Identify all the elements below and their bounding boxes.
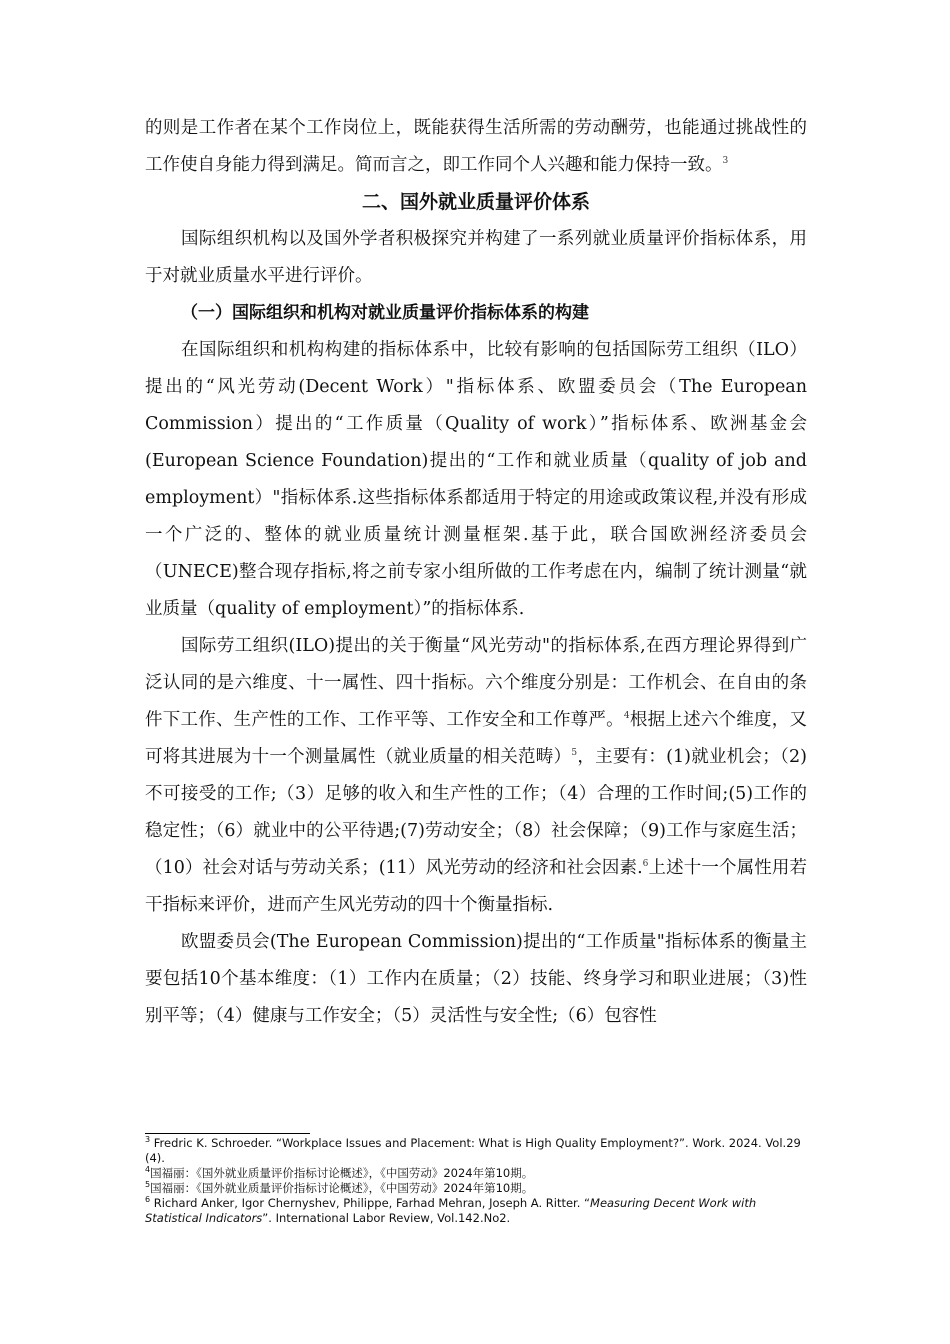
footnote-text: Richard Anker, Igor Chernyshev, Philippe, Farhad Mehran, Joseph A. Ritter. “ bbox=[153, 1196, 591, 1210]
footnote-ref[interactable]: 5 bbox=[571, 748, 578, 759]
body-text bbox=[145, 110, 807, 1035]
footnote-item bbox=[145, 1166, 810, 1181]
footnote-text: Fredric K. Schroeder. “Workplace Issues and Placement: What is High Quality Employment?”. Work. 2024. Vol.29 (4). bbox=[145, 1136, 801, 1165]
paragraph-text: 的则是工作者在某个工作岗位上，既能获得生活所需的劳动酬劳，也能通过挑战性的工作使自身能力得到满足。简而言之，即工作同个人兴趣和能力保持一致。 bbox=[145, 118, 807, 175]
footnote-title: Measuring Decent Work with Statistical Indicators bbox=[145, 1196, 757, 1225]
footnote-ref[interactable]: 4 bbox=[623, 711, 630, 722]
footnote-mark: 3 bbox=[145, 1135, 151, 1145]
section-heading: 二、国外就业质量评价体系 bbox=[361, 191, 590, 213]
paragraph-intro: 国际组织机构以及国外学者积极探究并构建了一系列就业质量评价指标体系，用于对就业质量水平进行评价。 bbox=[145, 229, 807, 286]
footnote-mark: 5 bbox=[145, 1180, 151, 1190]
paragraph-text: 上述十一个属性用若干指标来评价，进而产生风光劳动的四十个衡量指标. bbox=[145, 858, 807, 915]
footnote-item bbox=[145, 1136, 810, 1166]
footnote-ref[interactable]: 3 bbox=[722, 156, 729, 167]
paragraph-text: 根据上述六个维度，又可将其进展为十一个测量属性（就业质量的相关范畴） bbox=[145, 710, 808, 767]
footnote-item bbox=[145, 1181, 810, 1196]
footnote-ref[interactable]: 6 bbox=[642, 859, 649, 870]
paragraph-text: ，主要有：(1)就业机会；（2)不可接受的工作;（3）足够的收入和生产性的工作；（4）合理的工作时间;(5)工作的稳定性；（6）就业中的公平待遇;(7)劳动安全；（8）社会保障；（9)工作与家庭生活；（10）社会对话与劳动关系；(11）风光劳动的经济和社会因素. bbox=[145, 747, 808, 878]
paragraph-ilo bbox=[145, 628, 807, 924]
footnote-mark: 4 bbox=[145, 1165, 151, 1175]
footnotes bbox=[145, 1136, 810, 1226]
paragraph-eu: 欧盟委员会(The European Commission)提出的“工作质量"指标体系的衡量主要包括10个基本维度：（1）工作内在质量；（2）技能、终身学习和职业进展；（3)性别平等；（4）健康与工作安全；（5）灵活性与安全性;（6）包容性 bbox=[145, 932, 807, 1026]
footnote-mark: 6 bbox=[145, 1195, 151, 1205]
paragraph-international-orgs: 在国际组织和机构构建的指标体系中，比较有影响的包括国际劳工组织（ILO）提出的“风光劳动(Decent Work）"指标体系、欧盟委员会（The European Commission）提出的“工作质量（Quality of work）”指标体系、欧洲基金会(European Science Foundation)提出的“工作和就业质量（quality of job and employment）"指标体系.这些指标体系都适用于特定的用途或政策议程,并没有形成一个广泛的、整体的就业质量统计测量框架.基于此，联合国欧洲经济委员会（UNECE)整合现存指标,将之前专家小组所做的工作考虑在内，编制了统计测量“就业质量（quality of employment）”的指标体系. bbox=[145, 340, 807, 619]
paragraph-continuation bbox=[145, 110, 807, 184]
footnote-separator bbox=[145, 1133, 310, 1134]
footnote-text: 国福丽：《国外就业质量评价指标讨论概述》，《中国劳动》2024年第10期。 bbox=[150, 1166, 534, 1180]
paragraph-text: 国际劳工组织(ILO)提出的关于衡量“风光劳动"的指标体系,在西方理论界得到广泛认同的是六维度、十一属性、四十指标。六个维度分别是：工作机会、在自由的条件下工作、生产性的工作、工作平等、工作安全和工作尊严。 bbox=[145, 636, 807, 730]
subsection-heading: （一）国际组织和机构对就业质量评价指标体系的构建 bbox=[181, 303, 589, 323]
footnote-text: 国福丽：《国外就业质量评价指标讨论概述》，《中国劳动》2024年第10期。 bbox=[150, 1181, 534, 1195]
footnote-text: ”. International Labor Review, Vol.142.No2. bbox=[262, 1211, 511, 1225]
footnote-item bbox=[145, 1196, 810, 1226]
